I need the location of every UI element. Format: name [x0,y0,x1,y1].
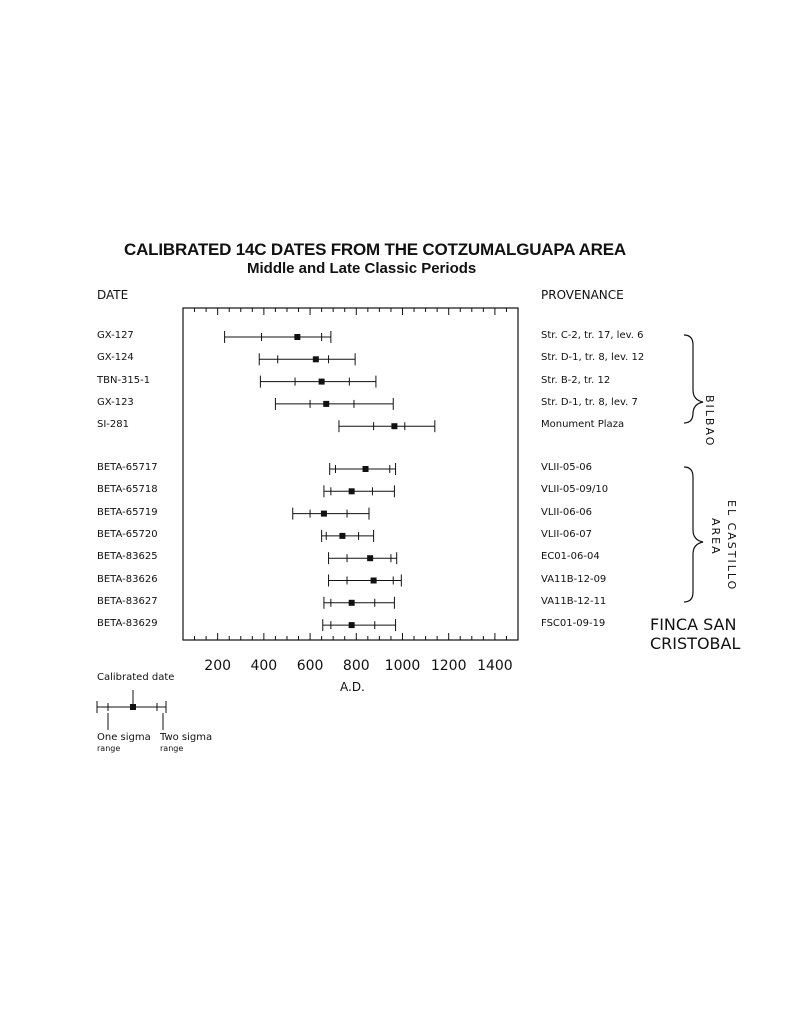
x-tick-label: 600 [296,658,324,674]
legend-two-sigma-range-label: range [160,744,184,753]
group-braces [684,335,703,602]
calibrated-date-marker [321,511,327,517]
axis-ticks [195,308,507,640]
x-tick-label: 400 [250,658,278,674]
el-castillo-area-label: AREA [709,518,722,556]
provenance-label: VLII-05-06 [541,462,592,473]
provenance-label: Str. D-1, tr. 8, lev. 7 [541,396,638,408]
sample-label: BETA-65719 [97,506,158,518]
plot-frame [183,308,518,640]
x-tick-label: 1200 [430,658,467,674]
date-range-row [329,552,397,564]
calibrated-date-marker [313,356,319,362]
provenance-label: Str. B-2, tr. 12 [541,374,611,386]
calibrated-date-marker [363,466,369,472]
date-range-row [339,420,435,432]
legend-date-marker [130,704,136,710]
provenance-label: VA11B-12-09 [541,573,607,585]
x-tick-label: 1000 [384,658,421,674]
date-column-header: DATE [97,288,129,302]
legend-calibrated-label: Calibrated date [97,672,175,683]
date-range-row [259,353,355,365]
provenance-column-header: PROVENANCE [541,288,624,302]
date-range-row [324,485,394,497]
date-range-row [260,376,376,388]
calibrated-date-marker [319,379,325,385]
calibrated-date-marker [339,533,345,539]
provenance-label: Str. C-2, tr. 17, lev. 6 [541,330,644,341]
date-range-row [324,597,394,609]
date-range-row [293,508,369,520]
provenance-label: FSC01-09-19 [541,618,606,630]
sample-label: TBN-315-1 [97,374,151,386]
provenance-label: VLII-06-07 [541,528,592,540]
sample-label: GX-123 [97,396,134,408]
bilbao-brace [684,335,703,423]
chart-title: CALIBRATED 14C DATES FROM THE COTZUMALGUAPA AREA [124,240,626,259]
x-tick-label: 800 [342,658,370,674]
date-range-row [323,619,396,631]
calibrated-date-marker [371,578,377,584]
provenance-label: Str. D-1, tr. 8, lev. 12 [541,352,645,364]
sample-label: BETA-83627 [97,595,158,607]
axis-title: A.D. [340,680,365,694]
legend-two-sigma-label: Two sigma [160,732,213,743]
x-tick-label: 200 [204,658,232,674]
sample-label: BETA-65717 [97,462,158,473]
calibrated-date-marker [391,423,397,429]
provenance-label: VLII-05-09/10 [541,484,609,496]
sample-label: BETA-65720 [97,528,158,540]
calibrated-date-marker [349,488,355,494]
bilbao-group-label: BILBAO [703,395,716,448]
x-tick-labels [204,658,512,674]
date-range-row [275,398,393,410]
calibrated-date-marker [294,334,300,340]
date-range-row [322,530,374,542]
date-range-row [225,331,331,343]
calibrated-date-marker [367,555,373,561]
calibrated-date-marker [349,622,355,628]
provenance-label: VA11B-12-11 [541,595,607,607]
sample-label: BETA-65718 [97,484,158,496]
date-range-row [330,463,396,475]
sample-label: BETA-83629 [97,618,158,630]
x-tick-label: 1400 [477,658,513,674]
date-ranges [225,331,435,631]
sample-label: BETA-83626 [97,573,158,585]
legend-one-sigma-range-label: range [97,744,121,753]
provenance-label: Monument Plaza [541,419,625,431]
calibrated-date-marker [349,600,355,606]
provenance-label: VLII-06-06 [541,506,592,518]
legend-one-sigma-label: One sigma [97,732,151,743]
legend [97,690,166,730]
chart-subtitle: Middle and Late Classic Periods [247,260,477,277]
date-range-row [329,575,402,587]
sample-label: BETA-83625 [97,551,158,563]
el-castillo-brace [684,467,703,602]
calibrated-date-marker [323,401,329,407]
sample-label: GX-124 [97,352,134,364]
el-castillo-group-label: EL CASTILLO [725,500,738,592]
provenance-label: EC01-06-04 [541,551,600,563]
finca-group-label-line2: CRISTOBAL [650,634,741,653]
finca-group-label-line1: FINCA SAN [650,615,737,634]
sample-label: GX-127 [97,330,134,341]
sample-label: SI-281 [97,419,129,431]
